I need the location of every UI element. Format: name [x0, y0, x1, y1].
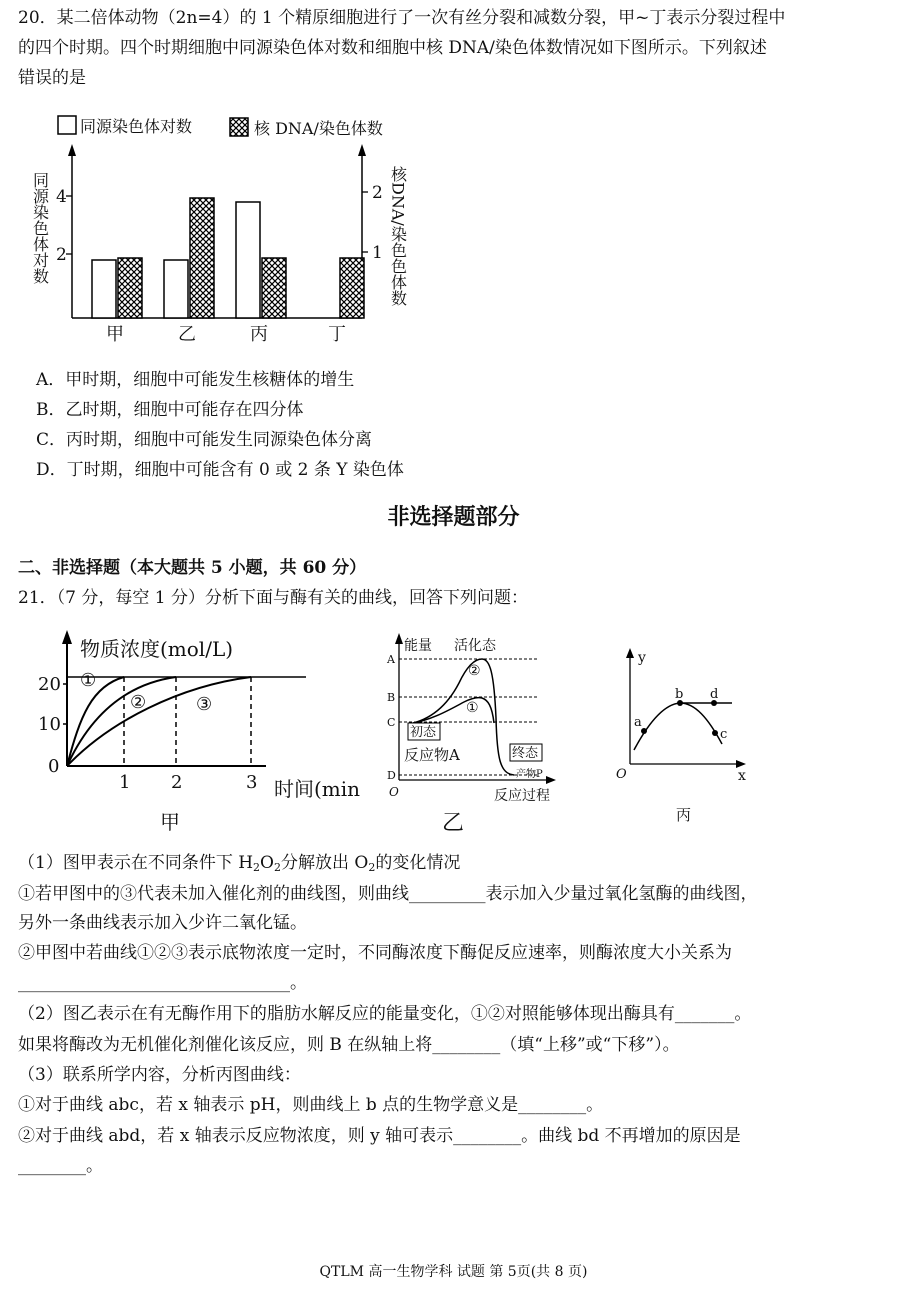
x-label-乙: 乙 — [178, 324, 196, 345]
yi-xlabel: 反应过程 — [494, 788, 550, 804]
right-tick-2: 2 — [372, 183, 383, 203]
q20-line1: 20．某二倍体动物（2n=4）的 1 个精原细胞进行了一次有丝分裂和减数分裂，甲~丁表示分裂过程中 — [18, 8, 786, 28]
bing-point-c — [712, 730, 718, 736]
q20-option-c: C．丙时期，细胞中可能发生同源染色体分离 — [36, 430, 373, 450]
p1-text-a: （1）图甲表示在不同条件下 H — [18, 853, 254, 873]
jia-ytick-20: 20 — [38, 674, 61, 695]
jia-ytick-0: 0 — [48, 756, 60, 777]
q21-p3: （3）联系所学内容，分析丙图曲线： — [18, 1065, 301, 1085]
jia-curve-label-1: ① — [80, 670, 97, 691]
left-axis-label: 同源染色体对数 — [30, 172, 50, 284]
yi-caption: 乙 — [442, 811, 465, 836]
yi-letter-a: A — [387, 653, 395, 666]
legend-label-0: 同源染色体对数 — [80, 117, 193, 136]
right-axis-label: 核DNA/染色色体数 — [388, 166, 408, 306]
x-label-甲: 甲 — [106, 324, 124, 345]
jia-xlabel: 时间(min — [274, 777, 361, 801]
q21-s4-line2: ________。 — [18, 1156, 103, 1176]
left-tick-4: 4 — [56, 187, 67, 207]
yi-curve-label-2: ② — [468, 663, 481, 679]
yi-letter-c: C — [387, 716, 396, 729]
right-tick-1: 1 — [372, 243, 383, 263]
jia-caption: 甲 — [160, 810, 180, 834]
bing-ylabel: y — [638, 650, 646, 666]
bing-caption: 丙 — [676, 806, 692, 824]
jia-xtick-3: 3 — [246, 772, 258, 793]
x-label-丙: 丙 — [250, 324, 268, 345]
bar-乙-pairs — [164, 260, 188, 318]
yi-active-state: 活化态 — [454, 638, 496, 654]
q20-option-a: A．甲时期，细胞中可能发生核糖体的增生 — [36, 370, 355, 390]
q21-p2-line1: （2）图乙表示在有无酶作用下的脂肪水解反应的能量变化，①②对照能够体现出酶具有_______。 — [18, 1004, 752, 1024]
figure-yi — [384, 628, 574, 840]
yi-x-arrow — [546, 776, 556, 784]
part2-heading: 二、非选择题（本大题共 5 小题，共 60 分） — [18, 558, 367, 578]
section-title: 非选择题部分 — [387, 504, 520, 530]
jia-curve-label-3: ③ — [196, 694, 213, 715]
yi-initial-state: 初态 — [410, 725, 437, 740]
yi-ylabel: 能量 — [404, 638, 432, 654]
yi-final-state: 终态 — [512, 746, 539, 761]
x-label-丁: 丁 — [328, 324, 346, 345]
p1-text-b: O — [260, 853, 274, 873]
q21-s1-line2: 另外一条曲线表示加入少许二氧化锰。 — [18, 913, 307, 933]
q21-s2-line2: ________________________________。 — [18, 973, 307, 993]
bing-curve-abc — [634, 703, 722, 750]
q21-p1 — [18, 851, 460, 880]
left-tick-2: 2 — [56, 245, 67, 265]
p1-sub-2: 2 — [273, 861, 281, 874]
bing-label-d: d — [710, 687, 719, 702]
bing-point-a — [641, 728, 647, 734]
bing-x-arrow — [736, 760, 746, 768]
bing-label-b: b — [675, 687, 684, 702]
yi-product: 产物P — [516, 769, 543, 780]
jia-xtick-1: 1 — [119, 772, 131, 793]
figure-jia — [30, 626, 366, 841]
yi-y-arrow — [395, 633, 403, 644]
jia-y-arrow — [62, 630, 72, 644]
bing-label-a: a — [634, 715, 642, 730]
jia-ylabel: 物质浓度(mol/L) — [80, 637, 234, 661]
q21-intro: 21．（7 分，每空 1 分）分析下面与酶有关的曲线，回答下列问题： — [18, 588, 528, 608]
q20-option-d: D．丁时期，细胞中可能含有 0 或 2 条 Y 染色体 — [36, 460, 404, 480]
left-axis-arrow — [68, 144, 76, 156]
right-axis-arrow — [358, 144, 366, 156]
bar-丙-ratio — [262, 258, 286, 318]
bing-y-arrow — [626, 648, 634, 658]
bar-丙-pairs — [236, 202, 260, 318]
bar-丁-ratio — [340, 258, 364, 318]
bing-label-c: c — [720, 727, 728, 742]
q21-s3-line: ①对于曲线 abc，若 x 轴表示 pH，则曲线上 b 点的生物学意义是________。 — [18, 1095, 604, 1115]
yi-letter-d: D — [387, 769, 396, 782]
jia-ytick-10: 10 — [38, 714, 61, 735]
yi-origin: O — [389, 785, 399, 799]
jia-curve-label-2: ② — [130, 692, 147, 713]
bar-甲-ratio — [118, 258, 142, 318]
bar-乙-ratio — [190, 198, 214, 318]
yi-reactant: 反应物A — [404, 746, 460, 764]
yi-letter-b: B — [387, 691, 396, 704]
p1-text-c: 分解放出 O — [280, 853, 369, 873]
p1-text-d: 的变化情况 — [375, 853, 461, 873]
q21-s2-line1: ②甲图中若曲线①②③表示底物浓度一定时，不同酶浓度下酶促反应速率，则酶浓度大小关系为 — [18, 943, 732, 963]
bar-甲-pairs — [92, 260, 116, 318]
legend-swatch-hatched — [230, 118, 248, 136]
q20-line2: 的四个时期。四个时期细胞中同源染色体对数和细胞中核 DNA/染色体数情况如下图所示。下列叙述 — [18, 38, 767, 58]
bing-origin: O — [616, 767, 627, 782]
q21-s1-line1: ①若甲图中的③代表未加入催化剂的曲线图，则曲线_________表示加入少量过氧化氢酶的曲线图， — [18, 884, 758, 904]
page-footer: QTLM 高一生物学科 试题 第 5页(共 8 页) — [319, 1264, 588, 1280]
bing-xlabel: x — [738, 768, 746, 784]
jia-xtick-2: 2 — [171, 772, 183, 793]
legend-swatch-white — [58, 116, 76, 134]
p1-sub-1: 2 — [253, 861, 261, 874]
yi-curve-label-1: ① — [466, 700, 479, 716]
bar-chart — [20, 110, 420, 350]
q21-p2-line2: 如果将酶改为无机催化剂催化该反应，则 B 在纵轴上将________（填“上移”或“下移”）。 — [18, 1035, 680, 1055]
p1-sub-3: 2 — [368, 861, 376, 874]
q21-s4-line1: ②对于曲线 abd，若 x 轴表示反应物浓度，则 y 轴可表示________。曲线 bd 不再增加的原因是 — [18, 1126, 741, 1146]
q20-line3: 错误的是 — [18, 68, 86, 88]
legend-label-1: 核 DNA/染色体数 — [254, 119, 383, 138]
q20-option-b: B．乙时期，细胞中可能存在四分体 — [36, 400, 304, 420]
figure-bing — [610, 640, 760, 830]
